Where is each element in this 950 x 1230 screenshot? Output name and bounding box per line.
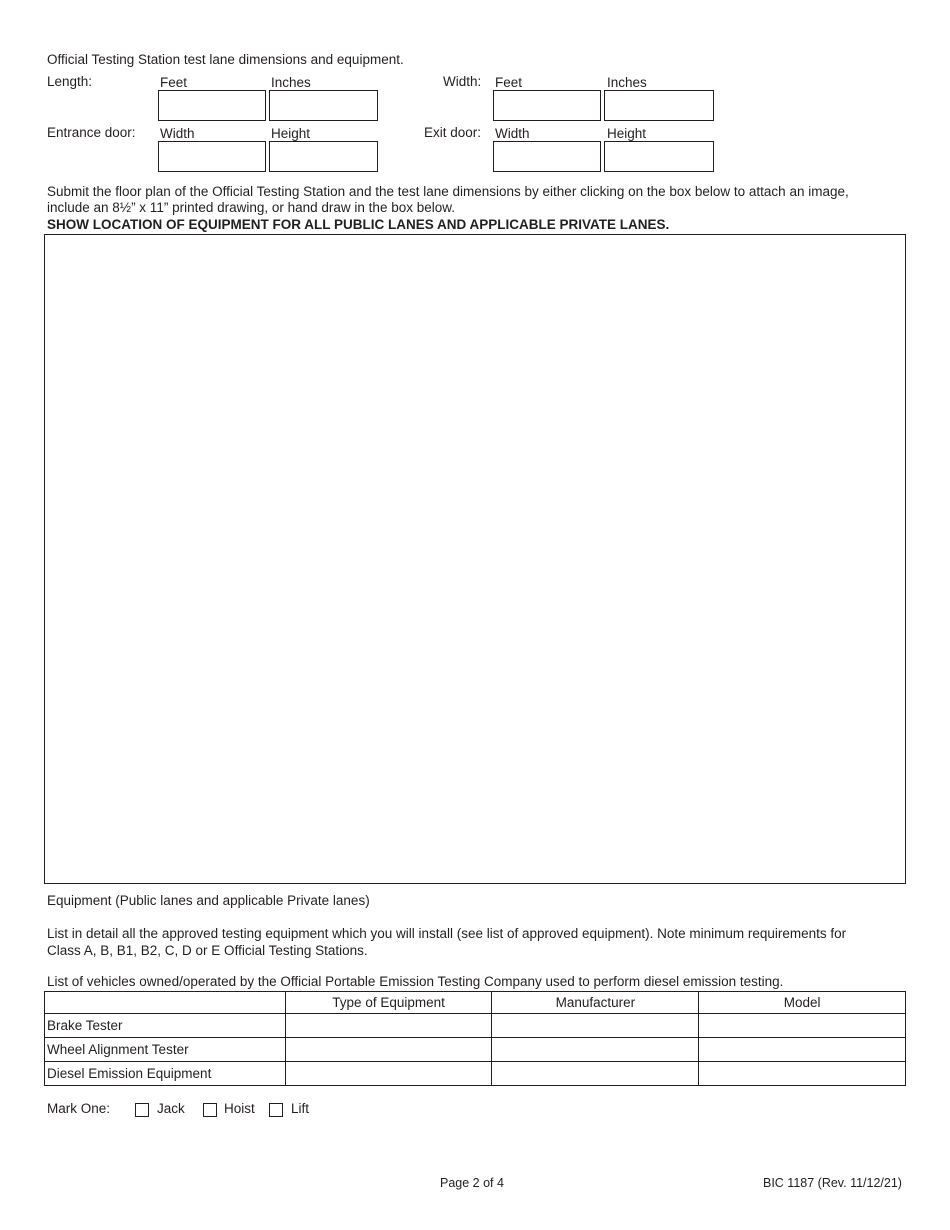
column-header: [45, 992, 286, 1014]
model-cell[interactable]: [699, 1014, 906, 1038]
column-header-model: Model: [699, 992, 906, 1014]
entrance-height-field[interactable]: [269, 141, 378, 172]
row-label: Diesel Emission Equipment: [45, 1062, 286, 1086]
vehicles-text: List of vehicles owned/operated by the Official Portable Emission Testing Company used to perform diesel emission testing.: [47, 974, 784, 989]
equipment-detail-line1: List in detail all the approved testing equipment which you will install (see list of approved equipment). Note minimum requirements for: [47, 926, 847, 941]
equipment-detail-line2: Class A, B, B1, B2, C, D or E Official Testing Stations.: [47, 943, 368, 958]
entrance-width-field[interactable]: [158, 141, 266, 172]
width-inches-label: Inches: [607, 75, 647, 90]
width-feet-label: Feet: [495, 75, 523, 90]
row-label: Wheel Alignment Tester: [45, 1038, 286, 1062]
exit-width-label: Width: [495, 126, 530, 141]
type-cell[interactable]: [285, 1014, 492, 1038]
table-row: [45, 1062, 906, 1086]
exit-door-label: Exit door:: [424, 125, 482, 140]
floorplan-drawing-area[interactable]: [44, 234, 906, 884]
entrance-door-label: Entrance door:: [47, 125, 136, 140]
equipment-table: [44, 991, 906, 1086]
table-row: [45, 1014, 906, 1038]
row-label: Brake Tester: [45, 1014, 286, 1038]
hoist-label: Hoist: [224, 1101, 255, 1116]
manufacturer-cell[interactable]: [492, 1038, 699, 1062]
form-id: BIC 1187 (Rev. 11/12/21): [763, 1176, 902, 1190]
table-header-row: [45, 992, 906, 1014]
manufacturer-cell[interactable]: [492, 1062, 699, 1086]
lift-checkbox[interactable]: [269, 1103, 283, 1117]
exit-width-field[interactable]: [493, 141, 601, 172]
entrance-height-label: Height: [271, 126, 311, 141]
hoist-checkbox[interactable]: [203, 1103, 217, 1117]
exit-height-field[interactable]: [604, 141, 714, 172]
width-feet-field[interactable]: [493, 90, 601, 121]
floorplan-instruction-line2: include an 8½” x 11” printed drawing, or hand draw in the box below.: [47, 200, 455, 215]
column-header-type: Type of Equipment: [285, 992, 492, 1014]
model-cell[interactable]: [699, 1062, 906, 1086]
table-row: [45, 1038, 906, 1062]
manufacturer-cell[interactable]: [492, 1014, 699, 1038]
column-header-manufacturer: Manufacturer: [492, 992, 699, 1014]
jack-checkbox[interactable]: [135, 1103, 149, 1117]
model-cell[interactable]: [699, 1038, 906, 1062]
width-label: Width:: [443, 74, 482, 89]
equipment-heading: Equipment (Public lanes and applicable Private lanes): [47, 893, 370, 908]
page-number: Page 2 of 4: [440, 1176, 504, 1190]
entrance-width-label: Width: [160, 126, 195, 141]
mark-one-label: Mark One:: [47, 1101, 111, 1116]
floorplan-bold-instruction: SHOW LOCATION OF EQUIPMENT FOR ALL PUBLIC LANES AND APPLICABLE PRIVATE LANES.: [47, 217, 670, 232]
length-inches-field[interactable]: [269, 90, 378, 121]
section-heading: Official Testing Station test lane dimensions and equipment.: [47, 52, 404, 67]
type-cell[interactable]: [285, 1062, 492, 1086]
length-feet-field[interactable]: [158, 90, 266, 121]
width-inches-field[interactable]: [604, 90, 714, 121]
type-cell[interactable]: [285, 1038, 492, 1062]
length-feet-label: Feet: [160, 75, 188, 90]
length-inches-label: Inches: [271, 75, 311, 90]
lift-label: Lift: [291, 1101, 310, 1116]
floorplan-instruction-line1: Submit the floor plan of the Official Testing Station and the test lane dimensions by either clicking on the box below to attach an image,: [47, 184, 849, 199]
exit-height-label: Height: [607, 126, 647, 141]
jack-label: Jack: [157, 1101, 185, 1116]
length-label: Length:: [47, 74, 93, 89]
